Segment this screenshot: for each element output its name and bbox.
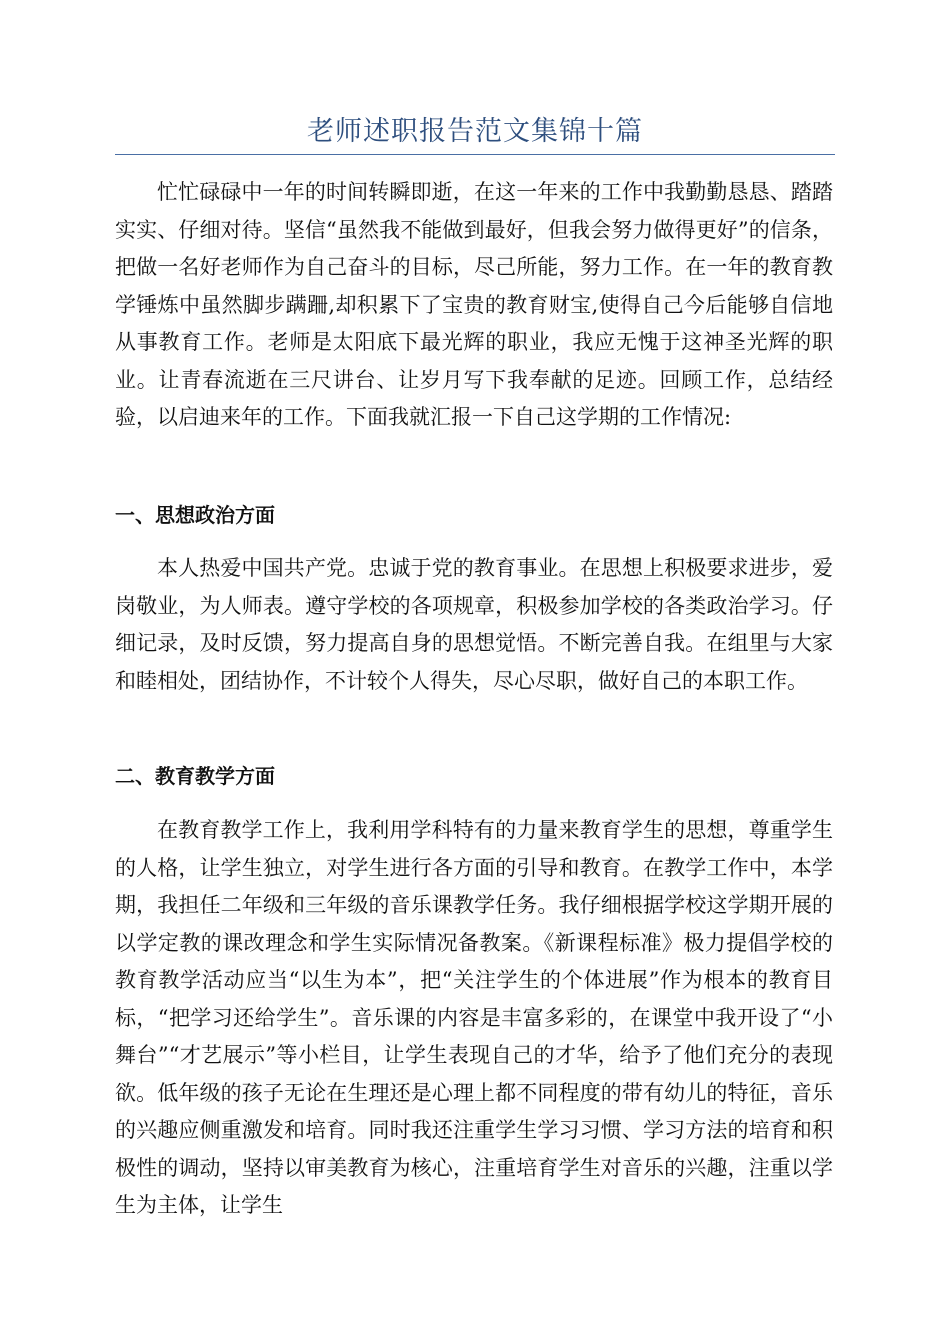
political-paragraph: 本人热爱中国共产党。忠诚于党的教育事业。在思想上积极要求进步，爱岗敬业，为人师表。遵守学校的各项规章，积极参加学校的各类政治学习。仔细记录，及时反馈，努力提高自身的思想觉悟。不断完善自我。在组里与大家和睦相处，团结协作，不计较个人得失，尽心尽职，做好自己的本职工作。 [115,556,833,693]
teaching-paragraph: 在教育教学工作上，我利用学科特有的力量来教育学生的思想，尊重学生的人格，让学生独立，对学生进行各方面的引导和教育。在教学工作中，本学期，我担任二年级和三年级的音乐课教学任务。我仔细根据学校这学期开展的以学定教的课改理念和学生实际情况备教案。《新课程标准》极力提倡学校的教育教学活动应当“以生为本”，把“关注学生的个体进展”作为根本的教育目标，“把学习还给学生”。音乐课的内容是丰富多彩的，在课堂中我开设了“小舞台”“才艺展示”等小栏目，让学生表现自己的才华，给予了他们充分的表现欲。低年级的孩子无论在生理还是心理上都不同程度的带有幼儿的特征，音乐的兴趣应侧重激发和培育。同时我还注重学生学习习惯、学习方法的培育和积极性的调动，坚持以审美教育为核心，注重培育学生对音乐的兴趣，注重以学生为主体，让学生 [115,818,833,1217]
title-underline [115,154,835,155]
intro-paragraph: 忙忙碌碌中一年的时间转瞬即逝，在这一年来的工作中我勤勤恳恳、踏踏实实、仔细对待。坚信“虽然我不能做到最好，但我会努力做得更好”的信条，把做一名好老师作为自己奋斗的目标，尽己所能，努力工作。在一年的教育教学锤炼中虽然脚步蹒跚,却积累下了宝贵的教育财宝,使得自己今后能够自信地从事教育工作。老师是太阳底下最光辉的职业，我应无愧于这神圣光辉的职业。让青春流逝在三尺讲台、让岁月写下我奉献的足迹。回顾工作，总结经验，以启迪来年的工作。下面我就汇报一下自己这学期的工作情况: [115,180,833,429]
section-heading-teaching: 二、教育教学方面 [115,764,275,788]
section-heading-political: 一、思想政治方面 [115,503,275,527]
document-title: 老师述职报告范文集锦十篇 [307,116,643,147]
